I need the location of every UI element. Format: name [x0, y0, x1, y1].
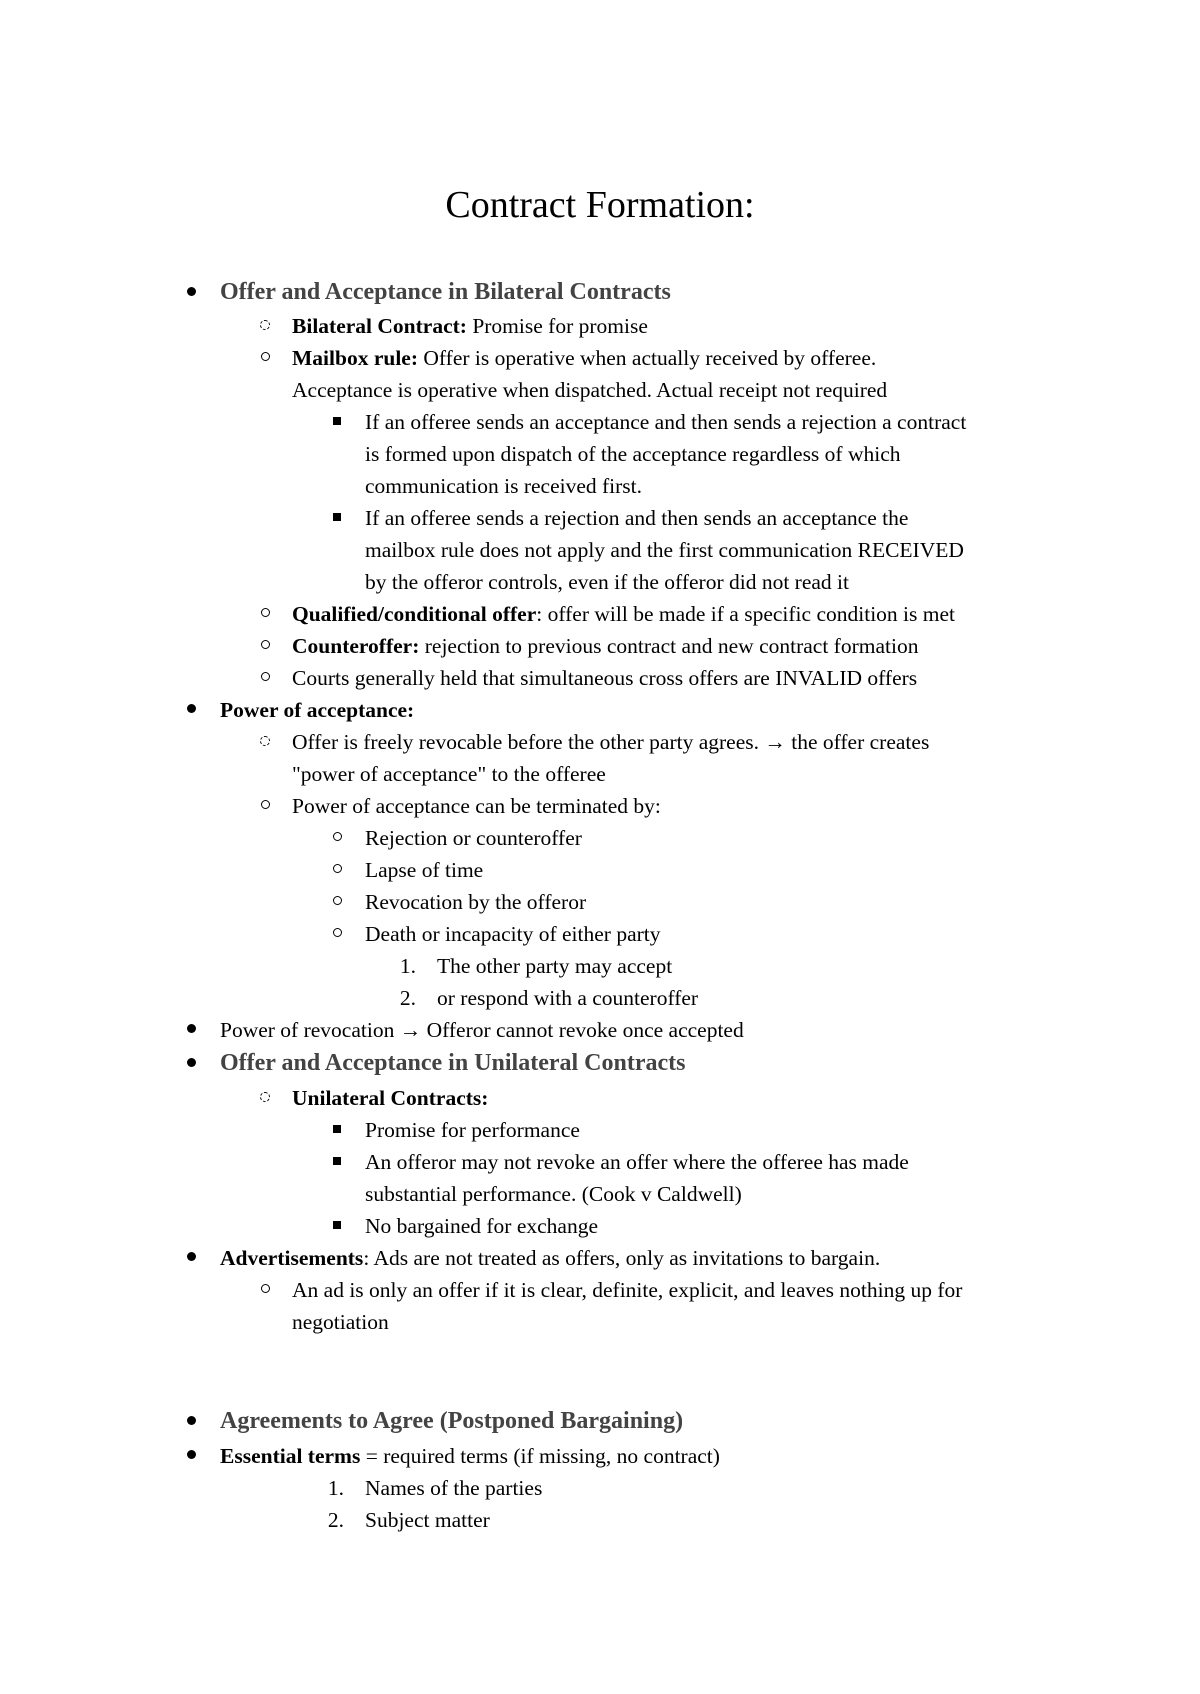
- bullet-disc: [176, 694, 206, 726]
- list-item-continuation: substantial performance. (Cook v Caldwell): [365, 1182, 742, 1206]
- bullet-square: [322, 1114, 352, 1146]
- list-number: 1.: [399, 954, 416, 978]
- bullet-dashed-circle: [250, 726, 280, 758]
- list-item-unilateral: [292, 1082, 488, 1114]
- bullet-dashed-circle: [250, 310, 280, 342]
- bullet-circle: [250, 598, 280, 630]
- list-item-text: Revocation by the offeror: [365, 890, 587, 914]
- bullet-disc: [176, 1440, 206, 1472]
- bullet-circle: [250, 342, 280, 374]
- term-text: Promise for promise: [466, 314, 648, 338]
- bullet-circle: [322, 854, 352, 886]
- list-item-text: or respond with a counteroffer: [437, 986, 699, 1010]
- term-text: : offer will be made if a specific condition is met: [536, 602, 955, 626]
- term-label: Counteroffer:: [292, 634, 420, 658]
- bullet-circle: [250, 1274, 280, 1306]
- list-item-advertisements: [220, 1242, 880, 1274]
- list-item-text: Death or incapacity of either party: [365, 922, 661, 946]
- list-item-text: The other party may accept: [437, 954, 673, 978]
- list-item-qualified: [292, 598, 955, 630]
- bullet-disc: [176, 277, 206, 309]
- list-item-counteroffer: [292, 630, 918, 662]
- term-text: : Ads are not treated as offers, only as invitations to bargain.: [363, 1246, 881, 1270]
- list-item-continuation: communication is received first.: [365, 474, 643, 498]
- bullet-square: [322, 1210, 352, 1242]
- list-item-power-of-revocation: Power of revocation → Offeror cannot revoke once accepted: [220, 1018, 744, 1042]
- list-item-text: If an offeree sends a rejection and then sends an acceptance the: [365, 506, 909, 530]
- list-item-continuation: mailbox rule does not apply and the first communication RECEIVED: [365, 538, 964, 562]
- term-label: Unilateral Contracts:: [292, 1086, 489, 1110]
- list-item-text: Offer is freely revocable before the other party agrees. → the offer creates: [292, 730, 930, 754]
- list-item-text: An ad is only an offer if it is clear, definite, explicit, and leaves nothing up for: [292, 1278, 963, 1302]
- term-label: Advertisements: [220, 1246, 364, 1270]
- bullet-square: [322, 406, 352, 438]
- bullet-circle: [250, 630, 280, 662]
- bullet-circle: [250, 790, 280, 822]
- term-label: Mailbox rule:: [292, 346, 418, 370]
- page-title: Contract Formation:: [445, 184, 755, 226]
- bullet-circle: [250, 662, 280, 694]
- bullet-square: [322, 502, 352, 534]
- list-item-text: Promise for performance: [365, 1118, 580, 1142]
- bullet-circle: [322, 918, 352, 950]
- term-label: Power of acceptance:: [220, 698, 415, 722]
- section-heading-power-of-acceptance: [220, 694, 414, 726]
- list-item-text: Subject matter: [365, 1508, 490, 1532]
- list-item-mailbox: [292, 342, 876, 374]
- list-item-text: If an offeree sends an acceptance and then sends a rejection a contract: [365, 410, 967, 434]
- list-item-continuation: "power of acceptance" to the offeree: [292, 762, 606, 786]
- list-item-text: Rejection or counteroffer: [365, 826, 582, 850]
- bullet-square: [322, 1146, 352, 1178]
- bullet-disc: [176, 1242, 206, 1274]
- list-item-text: Names of the parties: [365, 1476, 543, 1500]
- list-item-bilateral: [292, 310, 648, 342]
- list-item-text: No bargained for exchange: [365, 1214, 599, 1238]
- term-text: rejection to previous contract and new contract formation: [419, 634, 919, 658]
- term-text: Offer is operative when actually received by offeree.: [418, 346, 877, 370]
- bullet-disc: [176, 1406, 206, 1438]
- bullet-circle: [322, 822, 352, 854]
- term-label: Essential terms: [220, 1444, 361, 1468]
- list-number: 2.: [399, 986, 416, 1010]
- bullet-disc: [176, 1048, 206, 1080]
- list-item-continuation: by the offeror controls, even if the offeror did not read it: [365, 570, 849, 594]
- list-number: 1.: [327, 1476, 344, 1500]
- section-heading-bilateral: Offer and Acceptance in Bilateral Contracts: [220, 279, 671, 305]
- term-text: = required terms (if missing, no contract): [360, 1444, 720, 1468]
- list-item-continuation: is formed upon dispatch of the acceptance regardless of which: [365, 442, 901, 466]
- list-item-courts: Courts generally held that simultaneous cross offers are INVALID offers: [292, 666, 918, 690]
- list-item-text: An offeror may not revoke an offer where the offeree has made: [365, 1150, 909, 1174]
- term-label: Bilateral Contract:: [292, 314, 467, 338]
- term-label: Qualified/conditional offer: [292, 602, 537, 626]
- list-number: 2.: [327, 1508, 344, 1532]
- list-item-continuation: Acceptance is operative when dispatched. Actual receipt not required: [292, 378, 888, 402]
- list-item-continuation: negotiation: [292, 1310, 389, 1334]
- section-heading-agreements-to-agree: Agreements to Agree (Postponed Bargaining): [220, 1408, 684, 1434]
- list-item-essential-terms: [220, 1440, 720, 1472]
- list-item-text: Lapse of time: [365, 858, 484, 882]
- bullet-circle: [322, 886, 352, 918]
- bullet-dashed-circle: [250, 1082, 280, 1114]
- bullet-disc: [176, 1014, 206, 1046]
- section-heading-unilateral: Offer and Acceptance in Unilateral Contracts: [220, 1050, 686, 1076]
- list-item-text: Power of acceptance can be terminated by:: [292, 794, 661, 818]
